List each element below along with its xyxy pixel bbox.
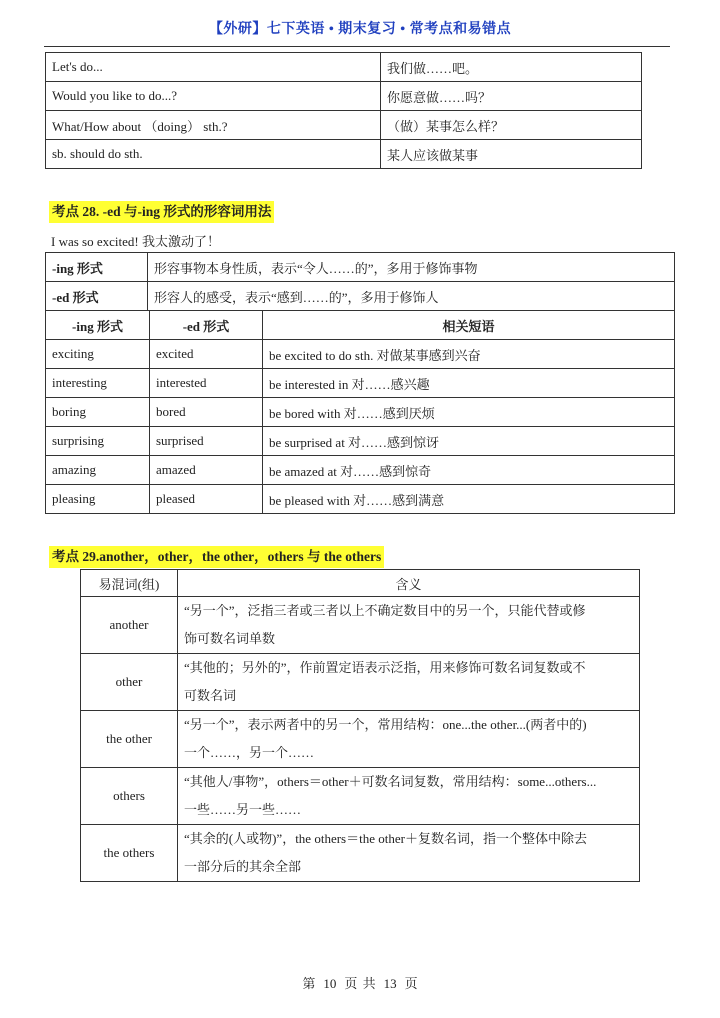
ing-form: exciting (46, 340, 150, 369)
phrase-zh: （做）某事怎么样？ (381, 111, 642, 140)
confusable-word: others (81, 768, 178, 825)
table-row (46, 340, 675, 369)
confusable-word: the other (81, 711, 178, 768)
table-row (46, 282, 675, 311)
meaning-line: 饰可数名词单数 (184, 631, 276, 646)
table-row (46, 456, 675, 485)
confusable-word: another (81, 597, 178, 654)
definition-desc: 形容事物本身性质，表示“令人……的”，多用于修饰事物 (148, 253, 675, 282)
column-header: 含义 (178, 570, 640, 597)
table-row (81, 825, 640, 882)
phrase-zh: 我们做……吧。 (381, 53, 642, 82)
section-28-example: I was so excited! 我太激动了！ (51, 234, 220, 249)
word-meaning (178, 825, 640, 882)
word-meaning (178, 711, 640, 768)
ed-form: pleased (150, 485, 263, 514)
word-meaning (178, 597, 640, 654)
meaning-line: 一个……，另一个…… (184, 745, 315, 760)
related-phrase: be interested in 对……感兴趣 (263, 369, 675, 398)
meaning-line: 可数名词 (184, 688, 237, 703)
ing-form: pleasing (46, 485, 150, 514)
section-29-title: 考点 29.another，other，the other，others 与 the others (49, 546, 384, 568)
phrase-en: Let's do... (46, 53, 381, 82)
meaning-line: 一些……另一些…… (184, 802, 302, 817)
phrase-en: What/How about （doing） sth.? (46, 111, 381, 140)
total-pages: 13 (383, 976, 397, 991)
definition-key: -ed 形式 (46, 282, 148, 311)
adjective-phrases-table (45, 310, 675, 514)
footer-suffix: 页 (404, 976, 418, 991)
section-28-title: 考点 28. -ed 与-ing 形式的形容词用法 (49, 201, 274, 223)
ed-form: surprised (150, 427, 263, 456)
related-phrase: be bored with 对……感到厌烦 (263, 398, 675, 427)
ing-form: amazing (46, 456, 150, 485)
meaning-line: “其余的(人或物)”，the others＝the other＋复数名词，指一个整体中除去 (184, 831, 587, 846)
phrase-en: Would you like to do...? (46, 82, 381, 111)
definition-desc: 形容人的感受，表示“感到……的”，多用于修饰人 (148, 282, 675, 311)
footer-middle: 页 共 (344, 976, 376, 991)
ed-form: excited (150, 340, 263, 369)
meaning-line: “其他的；另外的”，作前置定语表示泛指，用来修饰可数名词复数或不 (184, 660, 586, 675)
table-row (81, 654, 640, 711)
header-divider (44, 46, 670, 47)
page-footer (0, 973, 720, 992)
table-header-row (81, 570, 640, 597)
table-row (46, 253, 675, 282)
table-row (46, 369, 675, 398)
table-header-row (46, 311, 675, 340)
confusable-words-table (80, 569, 640, 882)
table-row (46, 53, 642, 82)
ing-form: boring (46, 398, 150, 427)
meaning-line: 一部分后的其余全部 (184, 859, 302, 874)
footer-prefix: 第 (302, 976, 316, 991)
table-row (46, 427, 675, 456)
table-row (46, 111, 642, 140)
phrase-zh: 你愿意做……吗？ (381, 82, 642, 111)
related-phrase: be pleased with 对……感到满意 (263, 485, 675, 514)
ed-form: amazed (150, 456, 263, 485)
table-row (81, 768, 640, 825)
confusable-word: the others (81, 825, 178, 882)
related-phrase: be excited to do sth. 对做某事感到兴奋 (263, 340, 675, 369)
ed-form: interested (150, 369, 263, 398)
related-phrase: be amazed at 对……感到惊奇 (263, 456, 675, 485)
word-meaning (178, 768, 640, 825)
column-header: 易混词(组) (81, 570, 178, 597)
table-row (46, 140, 642, 169)
definition-key: -ing 形式 (46, 253, 148, 282)
confusable-word: other (81, 654, 178, 711)
related-phrase: be surprised at 对……感到惊讶 (263, 427, 675, 456)
meaning-line: “另一个”，泛指三者或三者以上不确定数目中的另一个，只能代替或修 (184, 603, 586, 618)
page-header-title: 【外研】七下英语 • 期末复习 • 常考点和易错点 (208, 22, 512, 37)
phrase-en: sb. should do sth. (46, 140, 381, 169)
table-row (81, 597, 640, 654)
word-meaning (178, 654, 640, 711)
ed-form: bored (150, 398, 263, 427)
column-header: -ing 形式 (46, 311, 150, 340)
meaning-line: “另一个”，表示两者中的另一个，常用结构：one...the other...(两者中的) (184, 717, 587, 732)
meaning-line: “其他人/事物”，others＝other＋可数名词复数，常用结构：some...others... (184, 774, 597, 789)
page-number: 10 (323, 976, 337, 991)
column-header: 相关短语 (263, 311, 675, 340)
table-row (46, 82, 642, 111)
ing-form: interesting (46, 369, 150, 398)
table-row (46, 485, 675, 514)
table-row (81, 711, 640, 768)
table-row (46, 398, 675, 427)
phrases-table (45, 52, 642, 169)
column-header: -ed 形式 (150, 311, 263, 340)
phrase-zh: 某人应该做某事 (381, 140, 642, 169)
adjective-definitions-table (45, 252, 675, 311)
ing-form: surprising (46, 427, 150, 456)
